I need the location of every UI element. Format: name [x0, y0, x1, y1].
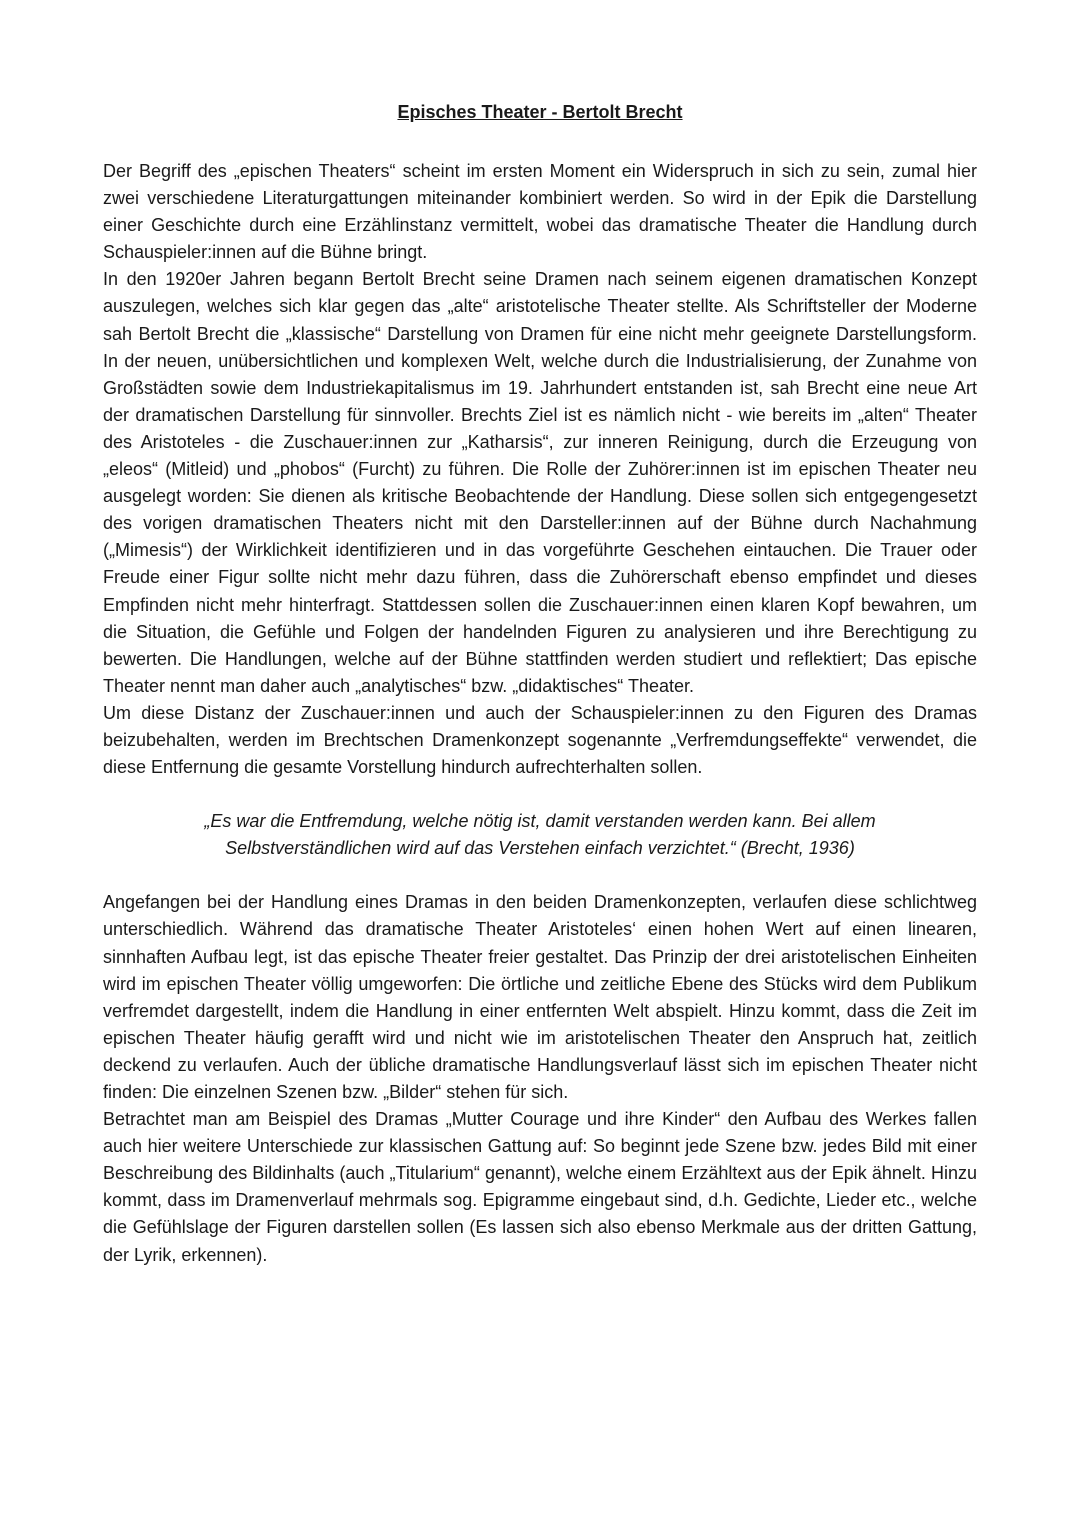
paragraph-handlung: Angefangen bei der Handlung eines Dramas in den beiden Dramenkonzepten, verlaufen diese schlichtweg unterschiedlich. Während das dramatische Theater Aristoteles‘ einen hohen Wert auf einen linearen, sinnhaften Aufbau legt, ist das epische Theater freier gestaltet. Das Prinzip der drei aristotelischen Einheiten wird im epischen Theater völlig umgeworfen: Die örtliche und zeitliche Ebene des Stücks wird dem Publikum verfremdet dargestellt, indem die Handlung in einer entfernten Welt abspielt. Hinzu kommt, dass die Zeit im epischen Theater häufig gerafft wird und nicht wie im aristotelischen Theater den Anspruch hat, zeitlich deckend zu verlaufen. Auch der übliche dramatische Handlungsverlauf lässt sich im epischen Theater nicht finden: Die einzelnen Szenen bzw. „Bilder“ stehen für sich. — [103, 892, 977, 1102]
paragraph-intro: Der Begriff des „epischen Theaters“ scheint im ersten Moment ein Widerspruch in sich zu sein, zumal hier zwei verschiedene Literaturgattungen miteinander kombiniert werden. So wird in der Epik die Darstellung einer Geschichte durch eine Erzählinstanz vermittelt, wobei das dramatische Theater die Handlung durch Schauspieler:innen auf die Bühne bringt. — [103, 161, 977, 263]
paragraph-verfremdung: Um diese Distanz der Zuschauer:innen und auch der Schauspieler:innen zu den Figuren des Dramas beizubehalten, werden im Brechtschen Dramenkonzept sogenannte „Verfremdungseffekte“ verwendet, die diese Entfernung die gesamte Vorstellung hindurch aufrechterhalten sollen. — [103, 702, 977, 778]
document-title: Episches Theater - Bertolt Brecht — [397, 102, 683, 122]
paragraph-mutter-courage: Betrachtet man am Beispiel des Dramas „Mutter Courage und ihre Kinder“ den Aufbau des Werkes fallen auch hier weitere Unterschiede zur klassischen Gattung auf: So beginnt jede Szene bzw. jedes Bild mit einer Beschreibung des Bildinhalts (auch „Titularium“ genannt), welche einem Erzähltext aus der Epik ähnelt. Hinzu kommt, dass im Dramenverlauf mehrmals sog. Epigramme eingebaut sind, d.h. Gedichte, Lieder etc., welche die Gefühlslage der Figuren darstellen sollen (Es lassen sich also ebenso Merkmale aus der dritten Gattung, der Lyrik, erkennen). — [103, 1109, 977, 1265]
brecht-quote: „Es war die Entfremdung, welche nötig ist, damit verstanden werden kann. Bei allem Selbstverständlichen wird auf das Verstehen einfach verzichtet.“ (Brecht, 1936) — [204, 811, 876, 859]
document-page — [103, 99, 977, 1269]
paragraph-brecht-concept: In den 1920er Jahren begann Bertolt Brecht seine Dramen nach seinem eigenen dramatischen Konzept auszulegen, welches sich klar gegen das „alte“ aristotelische Theater stellte. Als Schriftsteller der Moderne sah Bertolt Brecht die „klassische“ Darstellung von Dramen für eine nicht mehr geeignete Darstellungsform. In der neuen, unübersichtlichen und komplexen Welt, welche durch die Industrialisierung, der Zunahme von Großstädten sowie dem Industriekapitalismus im 19. Jahrhundert entstanden ist, sah Brecht eine neue Art der dramatischen Darstellung für sinnvoller. Brechts Ziel ist es nämlich nicht - wie bereits im „alten“ Theater des Aristoteles - die Zuschauer:innen zur „Katharsis“, zur inneren Reinigung, durch die Erzeugung von „eleos“ (Mitleid) und „phobos“ (Furcht) zu führen. Die Rolle der Zuhörer:innen ist im epischen Theater neu ausgelegt worden: Sie dienen als kritische Beobachtende der Handlung. Diese sollen sich entgegengesetzt des vorigen dramatischen Theaters nicht mit den Darsteller:innen auf der Bühne durch Nachahmung („Mimesis“) der Wirklichkeit identifizieren und in das vorgeführte Geschehen eintauchen. Die Trauer oder Freude einer Figur sollte nicht mehr dazu führen, dass die Zuhörerschaft ebenso empfindet und dieses Empfinden nicht mehr hinterfragt. Stattdessen sollen die Zuschauer:innen einen klaren Kopf bewahren, um die Situation, die Gefühle und Folgen der handelnden Figuren zu analysieren und ihre Berechtigung zu bewerten. Die Handlungen, welche auf der Bühne stattfinden werden studiert und reflektiert; Das epische Theater nennt man daher auch „analytisches“ bzw. „didaktisches“ Theater. — [103, 269, 977, 696]
